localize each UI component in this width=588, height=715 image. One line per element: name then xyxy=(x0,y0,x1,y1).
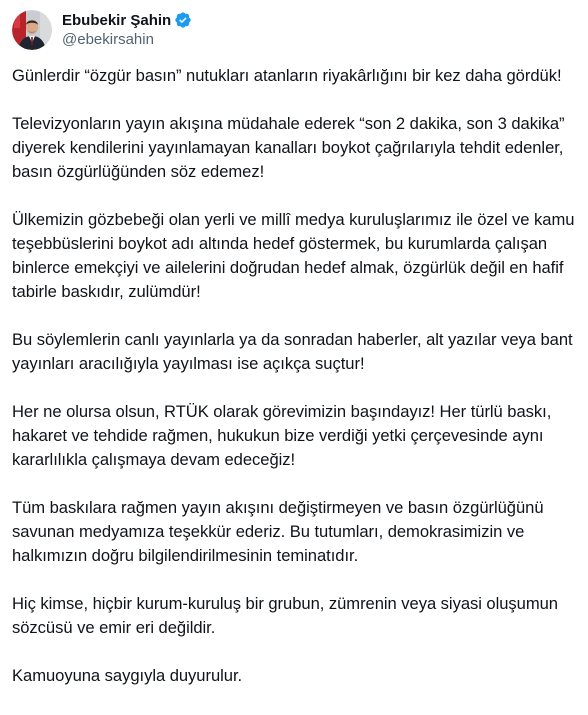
tweet-text xyxy=(12,64,582,688)
tweet-paragraph: Tüm baskılara rağmen yayın akışını değiştirmeyen ve basın özgürlüğünü savunan medyamıza teşekkür ederiz. Bu tutumları, demokrasimizin ve halkımızın doğru bilgilendirilmesinin teminatıdır. xyxy=(12,498,544,565)
tweet-header xyxy=(12,10,192,50)
display-name-row xyxy=(62,10,192,30)
verified-badge-icon[interactable] xyxy=(174,11,192,29)
tweet-paragraph: Televizyonların yayın akışına müdahale ederek “son 2 dakika, son 3 dakika” diyerek kendilerini yayınlamayan kanalları boykot çağrılarıyla tehdit edenler, basın özgürlüğünden söz edemez! xyxy=(12,114,565,181)
author-info xyxy=(62,10,192,50)
tweet-paragraph: Her ne olursa olsun, RTÜK olarak görevimizin başındayız! Her türlü baskı, hakaret ve tehdide rağmen, hukukun bize verdiği yetki çerçevesinde aynı kararlılıkla çalışmaya devam edeceğiz! xyxy=(12,402,552,469)
author-display-name[interactable]: Ebubekir Şahin xyxy=(62,11,172,29)
tweet-paragraph: Günlerdir “özgür basın” nutukları atanların riyakârlığını bir kez daha gördük! xyxy=(12,66,562,85)
person-avatar-icon xyxy=(12,10,52,50)
author-handle[interactable]: @ebekirsahin xyxy=(62,31,154,48)
tweet-paragraph: Bu söylemlerin canlı yayınlarla ya da sonradan haberler, alt yazılar veya bant yayınları aracılığıyla yayılması ise açıkça suçtur! xyxy=(12,330,573,373)
tweet-paragraph: Hiç kimse, hiçbir kurum-kuruluş bir grubun, zümrenin veya siyasi oluşumun sözcüsü ve emir eri değildir. xyxy=(12,594,558,637)
avatar[interactable] xyxy=(12,10,52,50)
tweet-paragraph: Ülkemizin gözbebeği olan yerli ve millî medya kuruluşlarımız ile özel ve kamu teşebbüslerini boykot adı altında hedef göstermek, bu kurumlarda çalışan binlerce emekçiyi ve ailelerini doğrudan hedef almak, özgürlük değil en hafif tabirle baskıdır, zulümdür! xyxy=(12,210,575,301)
tweet-paragraph: Kamuoyuna saygıyla duyurulur. xyxy=(12,666,243,685)
